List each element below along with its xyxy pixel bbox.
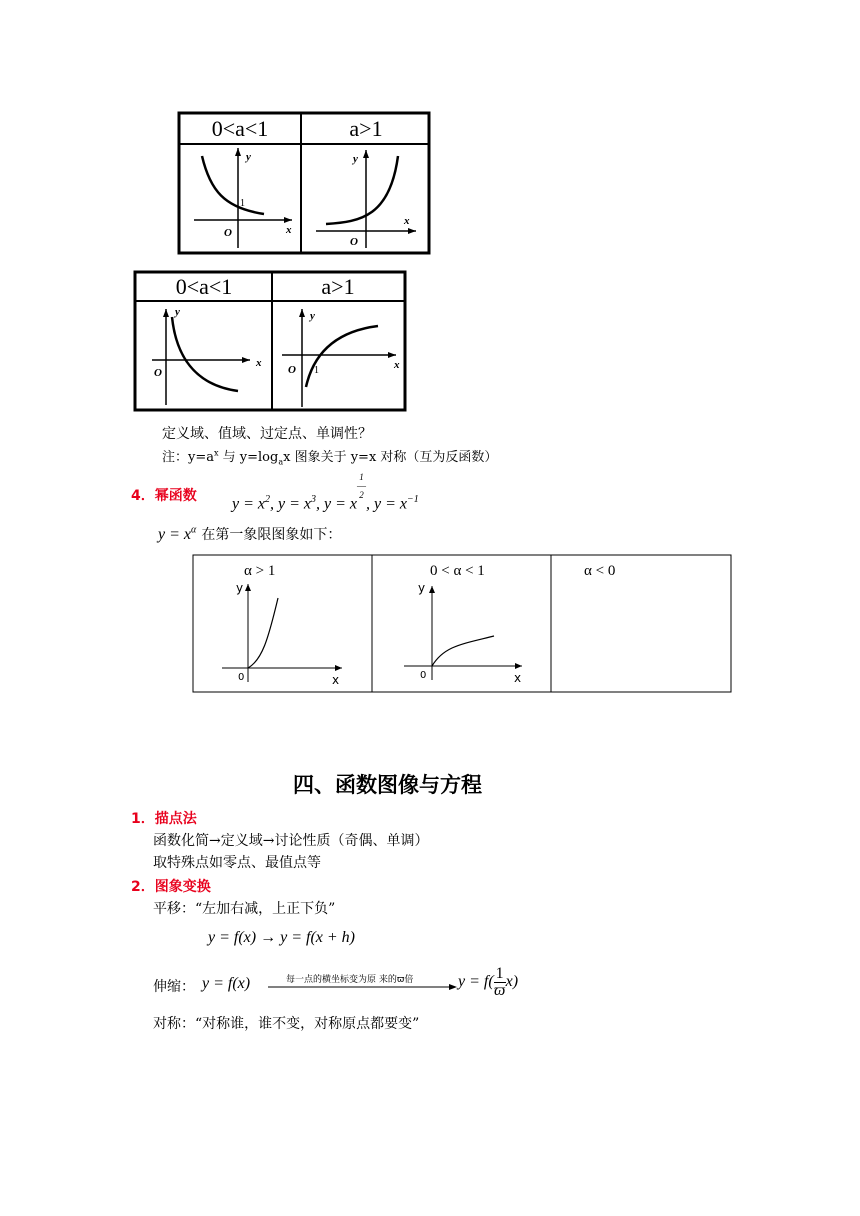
item1-heading: 1．描点法: [131, 811, 197, 827]
item1-line1: 函数化简→定义域→讨论性质（奇偶、单调）: [153, 833, 429, 849]
power-col1-x-label: x: [332, 673, 340, 687]
power-col2-origin: 0: [420, 670, 427, 681]
exp-left-y-label: y: [246, 151, 251, 163]
item2-heading: 2．图象变换: [131, 879, 211, 895]
exp-decreasing-graph: [194, 148, 292, 248]
note-log-sub: a: [278, 457, 284, 467]
translation-label: 平移：“左加右减，上正下负”: [153, 901, 336, 917]
exp-header-col2: a>1: [349, 116, 383, 141]
log-right-origin: O: [288, 364, 296, 376]
item1-line2: 取特殊点如零点、最值点等: [153, 855, 321, 871]
power-header-col1: α > 1: [244, 563, 276, 579]
scaling-right-formula: y = f( $\frac{1}{ϖ}$ x): [458, 965, 519, 999]
exp-right-origin: O: [350, 236, 358, 248]
log-left-x-label: x: [256, 357, 262, 369]
power-function-formula: $y = x^2$, $y = x^3$, $y = x^{1 ― 2}$, $y = x^{-1}$: [232, 472, 419, 513]
log-right-x-label: x: [394, 359, 400, 371]
scaling-arrow: [268, 972, 458, 992]
exp-left-origin: O: [224, 227, 232, 239]
log-right-one: 1: [314, 365, 319, 376]
scaling-label: 伸缩：: [153, 979, 195, 995]
logarithmic-graph-table: [132, 269, 408, 413]
power-intro-text: 在第一象限图象如下：: [201, 527, 342, 543]
exp-right-y-label: y: [353, 153, 358, 165]
log-left-y-label: y: [175, 306, 180, 318]
properties-question: 定义域、值域、过定点、单调性？: [162, 426, 372, 442]
note-prefix: 注：y=a: [162, 450, 214, 465]
exp-increasing-graph: [316, 150, 416, 248]
right-arrow-icon: [268, 982, 458, 992]
log-header-col1: 0<a<1: [175, 274, 233, 299]
scaling-arrow-text: 每一点的横坐标变为原 来的ϖ倍: [286, 975, 414, 985]
log-right-y-label: y: [310, 310, 315, 322]
section4-title: 四、函数图像与方程: [293, 773, 482, 797]
log-increasing-graph: [282, 309, 400, 407]
inverse-function-note: [162, 446, 497, 467]
note-exp-sup: x: [214, 448, 219, 458]
translation-formula: y = f(x) → y = f(x + h): [208, 929, 355, 946]
power-col1-y-label: y: [236, 581, 244, 595]
log-decreasing-graph: [152, 306, 262, 405]
symmetry-label: 对称：“对称谁，谁不变，对称原点都要变”: [153, 1016, 420, 1032]
log-left-origin: O: [154, 367, 162, 379]
power-graph-alpha-gt-1: [222, 581, 342, 687]
power-col1-origin: 0: [238, 672, 245, 683]
exp-right-x-label: x: [404, 215, 410, 227]
power-header-col2: 0 < α < 1: [430, 563, 485, 579]
power-function-table: [192, 554, 732, 693]
exp-left-x-label: x: [286, 224, 292, 236]
power-intro-formula: $y = x^\alpha$: [158, 524, 197, 543]
note-suffix: x 图象关于 y=x 对称（互为反函数）: [283, 450, 498, 465]
scaling-left-formula: y = f(x): [202, 975, 251, 992]
power-graph-alpha-between-0-1: [404, 581, 522, 685]
exp-header-col1: 0<a<1: [211, 116, 269, 141]
exp-left-one: 1: [240, 198, 245, 209]
power-col2-y-label: y: [418, 581, 426, 595]
power-function-heading: 4．幂函数: [131, 488, 197, 504]
power-intro: [158, 524, 341, 544]
log-header-col2: a>1: [321, 274, 355, 299]
exponential-graph-table: [176, 110, 432, 256]
power-col2-x-label: x: [514, 671, 522, 685]
note-middle: 与 y=log: [218, 450, 279, 465]
power-header-col3: α < 0: [584, 563, 616, 579]
